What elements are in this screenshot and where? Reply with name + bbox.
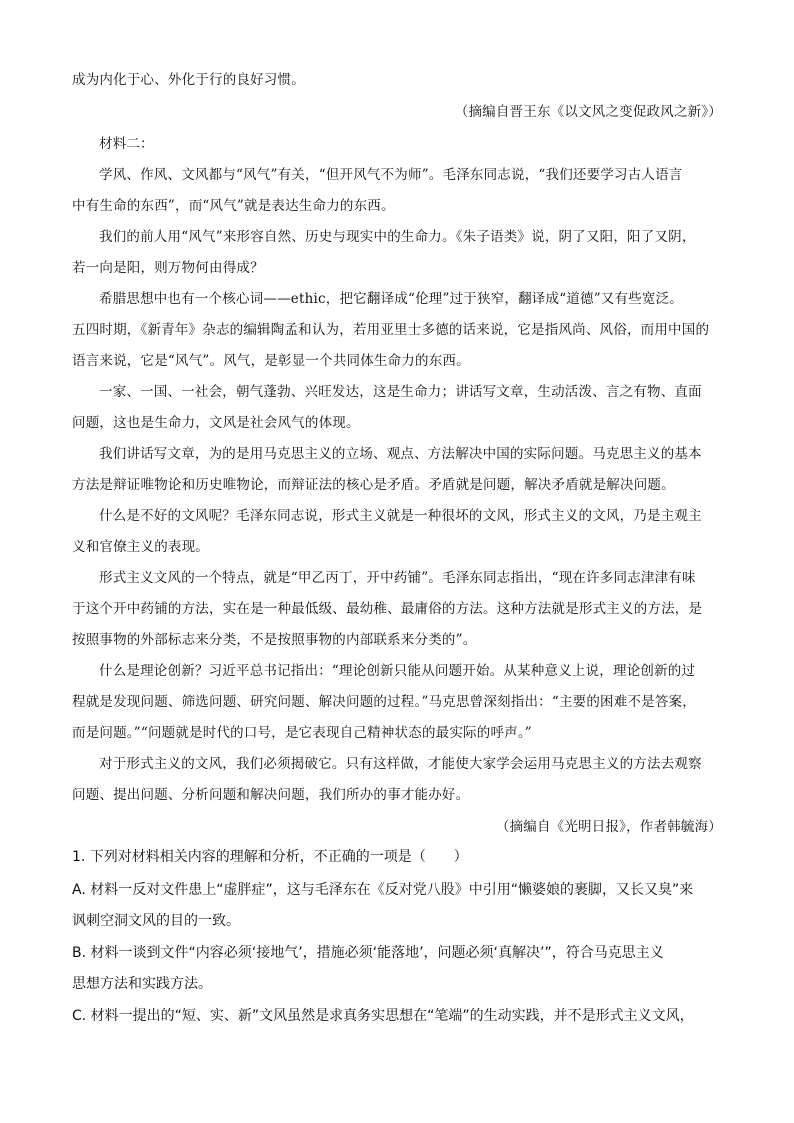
option-b-cont: 思想方法和实践方法。 [72,976,212,992]
passage-line: 形式主义文风的一个特点，就是“甲乙丙丁，开中药铺”。毛泽东同志指出，“现在许多同志津津有味 [99,570,696,586]
passage-line: 问题、提出问题、分析问题和解决问题，我们所办的事才能办好。 [72,787,470,803]
passage-line: 问题，这也是生命力，文风是社会风气的体现。 [72,415,360,431]
passage-line: 对于形式主义的文风，我们必须揭破它。只有这样做，才能使大家学会运用马克思主义的方法去观察 [99,756,702,772]
passage-line: 而是问题。”“问题就是时代的口号，是它表现自己精神状态的最实际的呼声。” [72,725,532,741]
passage-line: 我们的前人用“风气”来形容自然、历史与现实中的生命力。《朱子语类》说，阴了又阳，阳了又阴， [99,229,696,245]
passage-line: 学风、作风、文风都与“风气”有关，“但开风气不为师”。毛泽东同志说，“我们还要学习古人语言 [99,167,683,183]
passage-line: 什么是不好的文风呢？毛泽东同志说，形式主义就是一种很坏的文风，形式主义的文风，乃是主观主 [99,508,702,524]
passage-line: 义和官僚主义的表现。 [72,539,209,555]
passage-line: 若一向是阳，则万物何由得成？ [72,260,264,276]
option-b: B. 材料一谈到文件“内容必须‘接地气’，措施必须‘能落地’，问题必须‘真解决’”，符合马克思主义 [72,945,664,961]
passage-line: 希腊思想中也有一个核心词——ethic，把它翻译成“伦理”过于狭窄，翻译成“道德”又有些宽泛。 [99,291,683,307]
source-citation: （摘编自《光明日报》，作者韩毓海） [495,819,722,835]
material-label: 材料二： [99,136,154,152]
passage-line: 按照事物的外部标志来分类，不是按照事物的内部联系来分类的”。 [72,632,477,648]
option-a-cont: 讽刺空洞文风的目的一致。 [72,913,240,929]
passage-line: 五四时期，《新青年》杂志的编辑陶孟和认为，若用亚里士多德的话来说，它是指风尚、风俗，而用中国的 [72,322,710,338]
passage-line: 语言来说，它是“风气”。风气，是彰显一个共同体生命力的东西。 [72,353,470,369]
option-a: A. 材料一反对文件患上“虚胖症”，这与毛泽东在《反对党八股》中引用“懒婆娘的裹脚，又长又臭”来 [72,882,694,898]
question-stem: 1. 下列对材料相关内容的理解和分析，不正确的一项是（ ） [72,849,468,865]
source-citation: （摘编自晋王东《以文风之变促政风之新》） [454,104,722,120]
passage-line: 我们讲话写文章，为的是用马克思主义的立场、观点、方法解决中国的实际问题。马克思主义的基本 [99,446,702,462]
passage-line: 程就是发现问题、筛选问题、研究问题、解决问题的过程。”马克思曾深刻指出：“主要的困难不是答案， [72,694,696,710]
passage-line: 中有生命的东西”，而“风气”就是表达生命力的东西。 [72,198,395,214]
passage-line: 一家、一国、一社会，朝气蓬勃、兴旺发达，这是生命力；讲话写文章，生动活泼、言之有物、直面 [99,384,702,400]
passage-line: 成为内化于心、外化于行的良好习惯。 [72,72,305,88]
passage-line: 于这个开中药铺的方法，实在是一种最低级、最幼稚、最庸俗的方法。这种方法就是形式主义的方法，是 [72,601,703,617]
passage-line: 什么是理论创新？习近平总书记指出：“理论创新只能从问题开始。从某种意义上说，理论创新的过 [99,663,696,679]
option-c: C. 材料一提出的“短、实、新”文风虽然是求真务实思想在“笔端”的生动实践，并不是形式主义文风， [72,1008,694,1024]
passage-line: 方法是辩证唯物论和历史唯物论，而辩证法的核心是矛盾。矛盾就是问题，解决矛盾就是解决问题。 [72,477,675,493]
